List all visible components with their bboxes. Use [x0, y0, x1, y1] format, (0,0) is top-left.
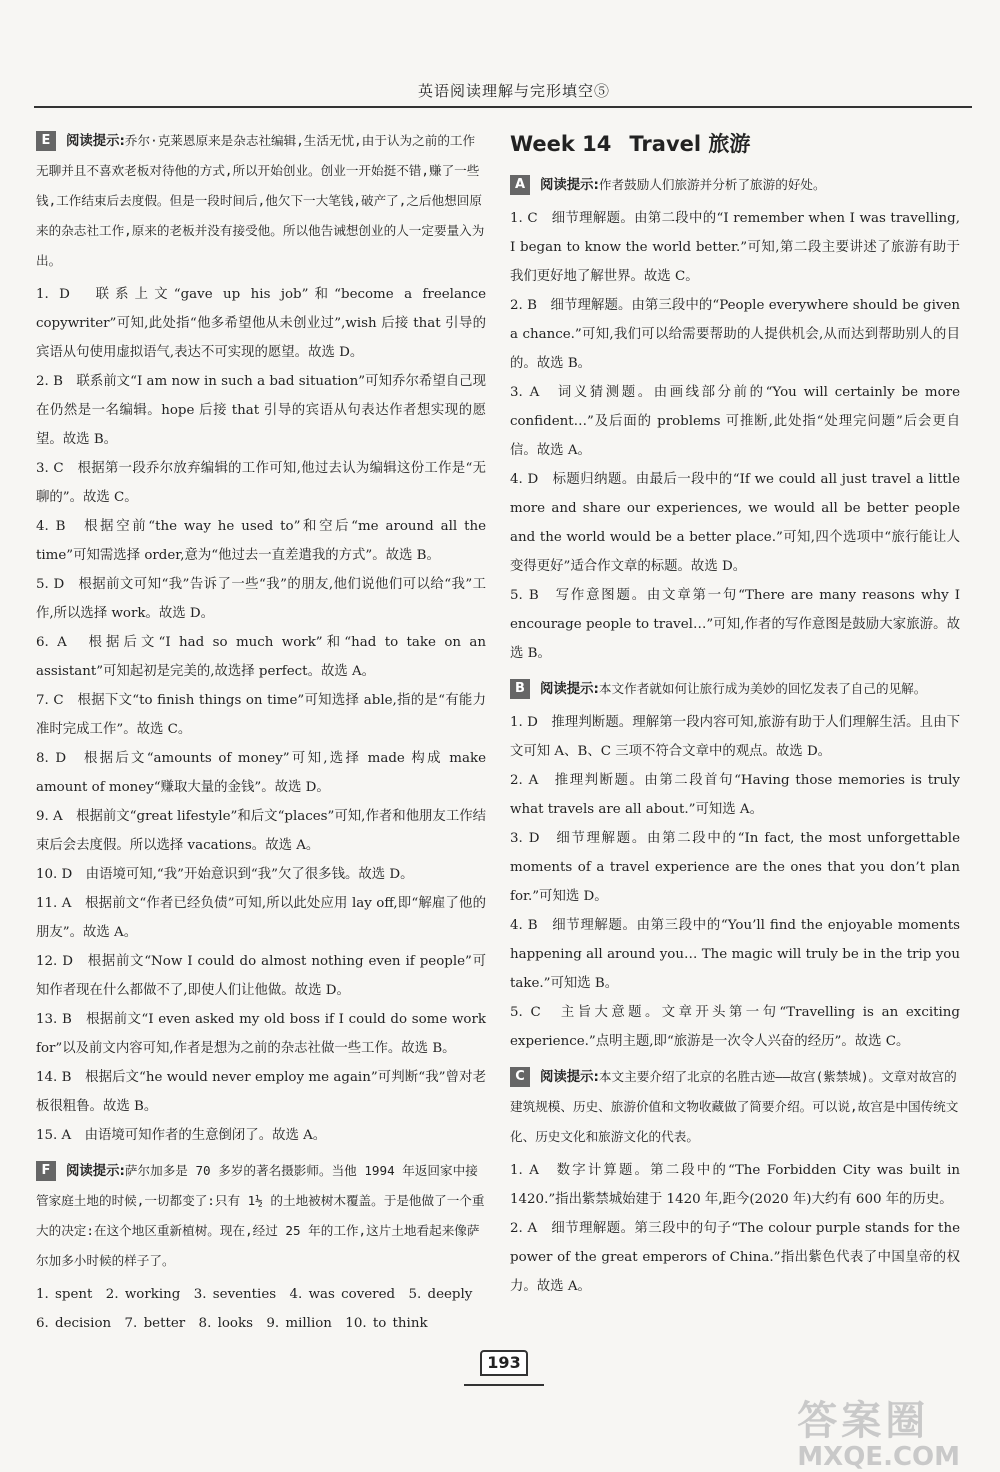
hint-label: 阅读提示:: [66, 1164, 125, 1179]
answer-item: 3. A 词义猜测题。由画线部分前的“You will certainly be more confident…”及后面的 problems 可推断,此处指“处理完问题”后会更自信。故选 A。: [510, 385, 960, 458]
answer-item: 1. C 细节理解题。由第二段中的“I remember when I was travelling, I began to know the world better.”可知,第二段主要讲述了旅游有助于我们更好地了解世界。故选 C。: [510, 211, 960, 284]
answer-item: 5. C 主旨大意题。文章开头第一句“Travelling is an exciting experience.”点明主题,即“旅游是一次令人兴奋的经历”。故选 C。: [510, 1005, 960, 1049]
hint-label: 阅读提示:: [66, 134, 125, 149]
answer-item: 2. B 联系前文“I am now in such a bad situation”可知乔尔希望自己现在仍然是一名编辑。hope 后接 that 引导的宾语从句表达作者想实现的愿望。故选 B。: [36, 374, 486, 447]
header-rule: [34, 106, 972, 108]
answer-item: 4. D 标题归纳题。由最后一段中的“If we could all just travel a little more and share our experiences, we would all be better people and the world would be a better place.”可知,四个选项中“旅行能让人变得更好”适合作文章的标题。故选 D。: [510, 472, 960, 574]
section-a-hint: [510, 170, 960, 200]
section-a-letter: A: [510, 175, 530, 195]
watermark-url: MXQE.COM: [797, 1442, 960, 1472]
answer-item: 14. B 根据后文“he would never employ me again”可判断“我”曾对老板很粗鲁。故选 B。: [36, 1070, 486, 1114]
answer-item: 5. D 根据前文可知“我”告诉了一些“我”的朋友,他们说他们可以给“我”工作,所以选择 work。故选 D。: [36, 577, 486, 621]
header-title: 英语阅读理解与完形填空⑤: [417, 82, 610, 100]
watermark: [797, 1400, 960, 1472]
answer-item: 6. A 根据后文“I had so much work”和“had to take on an assistant”可知起初是完美的,故选择 perfect。故选 A。: [36, 635, 486, 679]
week-number: Week 14: [510, 132, 612, 156]
hint-text: 萨尔加多是 70 多岁的著名摄影师。当他 1994 年返回家中接管家庭土地的时候,一切都变了:只有 1½ 的土地被树木覆盖。于是他做了一个重大的决定:在这个地区重新植树。现在,经过 25 年的工作,这片土地看起来像萨尔加多小时候的样子了。: [36, 1163, 485, 1268]
answer-item: 12. D 根据前文“Now I could do almost nothing even if people”可知作者现在什么都做不了,即使人们让他做。故选 D。: [36, 954, 486, 998]
answer-item: 2. B 细节理解题。由第三段中的“People everywhere should be given a chance.”可知,我们可以给需要帮助的人提供机会,从而达到帮助别人的目的。故选 B。: [510, 298, 960, 371]
answers-line: 6. decision 7. better 8. looks 9. million 10. to think: [36, 1316, 428, 1331]
section-c-hint: [510, 1062, 960, 1152]
answer-item: 2. A 推理判断题。由第二段首句“Having those memories is truly what travels are all about.”可知选 A。: [510, 773, 960, 817]
hint-text: 作者鼓励人们旅游并分析了旅游的好处。: [598, 177, 826, 192]
hint-label: 阅读提示:: [540, 1070, 599, 1085]
page-number: 193: [480, 1350, 528, 1376]
section-f-letter: F: [36, 1161, 56, 1181]
hint-text: 本文主要介绍了北京的名胜古迹——故宫(紫禁城)。文章对故宫的建筑规模、历史、旅游价值和文物收藏做了简要介绍。可以说,故宫是中国传统文化、历史文化和旅游文化的代表。: [510, 1069, 959, 1144]
hint-text: 本文作者就如何让旅行成为美妙的回忆发表了自己的见解。: [598, 681, 927, 696]
answer-item: 9. A 根据前文“great lifestyle”和后文“places”可知,作者和他朋友工作结束后会去度假。所以选择 vacations。故选 A。: [36, 809, 486, 853]
section-b-hint: [510, 674, 960, 704]
answer-item: 11. A 根据前文“作者已经负债”可知,所以此处应用 lay off,即“解雇了他的朋友”。故选 A。: [36, 896, 486, 940]
answer-item: 10. D 由语境可知,“我”开始意识到“我”欠了很多钱。故选 D。: [36, 867, 414, 882]
section-f-hint: [36, 1156, 486, 1276]
answer-item: 1. D 推理判断题。理解第一段内容可知,旅游有助于人们理解生活。且由下文可知 A、B、C 三项不符合文章中的观点。故选 D。: [510, 715, 960, 759]
answer-item: 7. C 根据下文“to finish things on time”可知选择 able,指的是“有能力准时完成工作”。故选 C。: [36, 693, 486, 737]
answer-item: 4. B 细节理解题。由第三段中的“You’ll find the enjoyable moments happening all around you… The magic will truly be in the trip you take.”可知选 B。: [510, 918, 960, 991]
answer-item: 3. D 细节理解题。由第二段中的“In fact, the most unforgettable moments of a travel experience are the ones that you don’t plan for.”可知选 D。: [510, 831, 960, 904]
answer-item: 3. C 根据第一段乔尔放弃编辑的工作可知,他过去认为编辑这份工作是“无聊的”。故选 C。: [36, 461, 486, 505]
answer-item: 2. A 细节理解题。第三段中的句子“The colour purple stands for the power of the great emperors of China.”指出紫色代表了中国皇帝的权力。故选 A。: [510, 1221, 960, 1294]
hint-label: 阅读提示:: [540, 178, 599, 193]
answers-line: 1. spent 2. working 3. seventies 4. was covered 5. deeply: [36, 1287, 473, 1302]
answer-item: 13. B 根据前文“I even asked my old boss if I could do some work for”以及前文内容可知,作者是想为之前的杂志社做一些工作。故选 B。: [36, 1012, 486, 1056]
answer-item: 15. A 由语境可知作者的生意倒闭了。故选 A。: [36, 1128, 327, 1143]
section-e-letter: E: [36, 131, 56, 151]
answer-item: 8. D 根据后文“amounts of money”可知,选择 made 构成 make amount of money“赚取大量的金钱”。故选 D。: [36, 751, 486, 795]
week-heading: [510, 124, 960, 164]
section-b-letter: B: [510, 679, 530, 699]
hint-label: 阅读提示:: [540, 682, 599, 697]
answer-item: 4. B 根据空前“the way he used to”和空后“me around all the time”可知需选择 order,意为“他过去一直差遣我的方式”。故选 B。: [36, 519, 486, 563]
watermark-logo: 答案圈: [797, 1398, 930, 1444]
left-column: [36, 120, 486, 1338]
section-c-letter: C: [510, 1067, 530, 1087]
section-e-hint: [36, 126, 486, 276]
right-column: [510, 120, 960, 1301]
answer-item: 1. A 数字计算题。第二段中的“The Forbidden City was built in 1420.”指出紫禁城始建于 1420 年,距今(2020 年)大约有 600 年的历史。: [510, 1163, 960, 1207]
week-topic: Travel 旅游: [629, 132, 751, 156]
page-footer: [464, 1350, 544, 1386]
answer-item: 5. B 写作意图题。由文章第一句“There are many reasons why I encourage people to travel…”可知,作者的写作意图是鼓励大家旅游。故选 B。: [510, 588, 960, 661]
hint-text: 乔尔·克莱恩原来是杂志社编辑,生活无忧,由于认为之前的工作无聊并且不喜欢老板对待他的方式,所以开始创业。创业一开始挺不错,赚了一些钱,工作结束后去度假。但是一段时间后,他欠下一大笔钱,破产了,之后他想回原来的杂志社工作,原来的老板并没有接受他。所以他告诫想创业的人一定要量入为出。: [36, 133, 485, 268]
answer-item: 1. D 联系上文“gave up his job”和“become a freelance copywriter”可知,此处指“他多希望他从未创业过”,wish 后接 that 引导的宾语从句使用虚拟语气,表达不可实现的愿望。故选 D。: [36, 287, 486, 360]
